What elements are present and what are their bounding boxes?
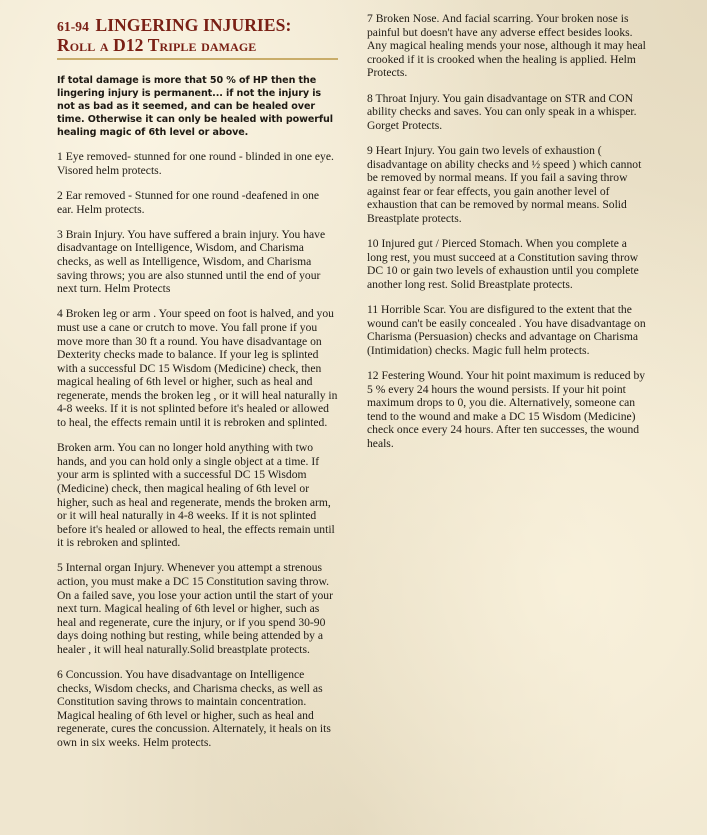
injury-entry-10: 10 Injured gut / Pierced Stomach. When you complete a long rest, you must succeed at a Constitution saving throw DC 10 or gain two levels of exhaustion until you complete another long rest. Solid Breastplate protects.	[367, 237, 639, 291]
injury-entry-2: 2 Ear removed - Stunned for one round -deafened in one ear. Helm protects.	[57, 189, 320, 216]
injury-entry-3: 3 Brain Injury. You have suffered a brain injury. You have disadvantage on Intelligence, Wisdom, and Charisma checks, as well as Intelligence, Wisdom, and Charisma saving throws; you are also stunned until the end of your next turn. Helm Protects	[57, 227, 326, 296]
injury-entry-12: 12 Festering Wound. Your hit point maximum is reduced by 5 % every 24 hours the wound persists. If your hit point maximum drops to 0, you die. Alternatively, someone can tend to the wound and make a DC 15 Wisdom (Medicine) check once every 24 hours. After ten successes, the wound heals.	[367, 369, 646, 450]
injury-entry-8: 8 Throat Injury. You gain disadvantage on STR and CON ability checks and saves. You can only speak in a whisper. Gorget Protects.	[367, 91, 637, 132]
left-column	[57, 12, 338, 761]
intro-paragraph: If total damage is more that 50 % of HP then the lingering injury is permanent... if not the injury is not as bad as it seemed, and can be healed over time. Otherwise it can only be healed with powerful healing magic of 6th level or above.	[57, 75, 333, 139]
right-column	[367, 12, 650, 462]
injury-entry-6: 6 Concussion. You have disadvantage on Intelligence checks, Wisdom checks, and Charisma checks, as well as Constitution saving throws to maintain concentration. Magical healing of 6th level or higher, such as heal and regenerate, cures the concussion. Alternately, it heals on its own in six weeks. Helm protects.	[57, 668, 331, 750]
injury-entry-7: 7 Broken Nose. And facial scarring. Your broken nose is painful but doesn't have any adverse effect besides looks. Any magical healing mends your nose, although it may heal crooked if it is crooked when the healing is applied. Helm Protects.	[367, 12, 646, 80]
section-heading	[57, 16, 338, 55]
injury-entry-1: 1 Eye removed- stunned for one round - blinded in one eye. Visored helm protects.	[57, 150, 334, 178]
heading-divider	[57, 58, 338, 60]
injury-entry-4: 4 Broken leg or arm . Your speed on foot is halved, and you must use a cane or crutch to move. You fall prone if you move more than 30 ft a round. You have disadvantage on Dexterity checks made to balance. If your leg is splinted with a successful DC 15 Wisdom (Medicine) check, then magical healing of 6th level or higher, such as heal and regenerate, mends the broken leg , or it will heal naturally in 4-8 weeks. If it is not splinted before it's healed or allowed to heal, the effects remain until it is rebroken and splinted.	[57, 307, 338, 430]
heading-title: LINGERING INJURIES:	[95, 15, 292, 35]
heading-subtitle: Roll a D12 Triple damage	[57, 35, 257, 55]
injury-entry-11: 11 Horrible Scar. You are disfigured to the extent that the wound can't be easily concealed . You have disadvantage on Charisma (Persuasion) checks and advantage on Charisma (Intimidation) checks. Magic full helm protects.	[367, 303, 646, 357]
injury-entry-9: 9 Heart Injury. You gain two levels of exhaustion ( disadvantage on ability checks and ½ speed ) which cannot be removed by normal means. If you fail a saving throw against fear or fear effects, you gain another level of exhaustion that can be removed by normal means. Solid Breastplate protects.	[367, 143, 642, 225]
injury-entry-broken-arm: Broken arm. You can no longer hold anything with two hands, and you can hold only a single object at a time. If your arm is splinted with a successful DC 15 Wisdom (Medicine) check, then magical healing of 6th level or higher, such as heal and regenerate, mends the broken arm, or it will heal naturally in 4-8 weeks. If it is not splinted before it's healed or allowed to heal, the effects remain until it is rebroken and splinted.	[57, 441, 335, 550]
injury-entry-5: 5 Internal organ Injury. Whenever you attempt a strenous action, you must make a DC 15 Constitution saving throw. On a failed save, you lose your action until the start of your next turn. Magical healing of 6th level or higher, such as heal and regenerate, cure the injury, or if you spend 30-90 days doing nothing but resting, while being attended by a healer , it will heal naturally.Solid breastplate protects.	[57, 561, 333, 656]
heading-range: 61-94	[57, 19, 89, 34]
